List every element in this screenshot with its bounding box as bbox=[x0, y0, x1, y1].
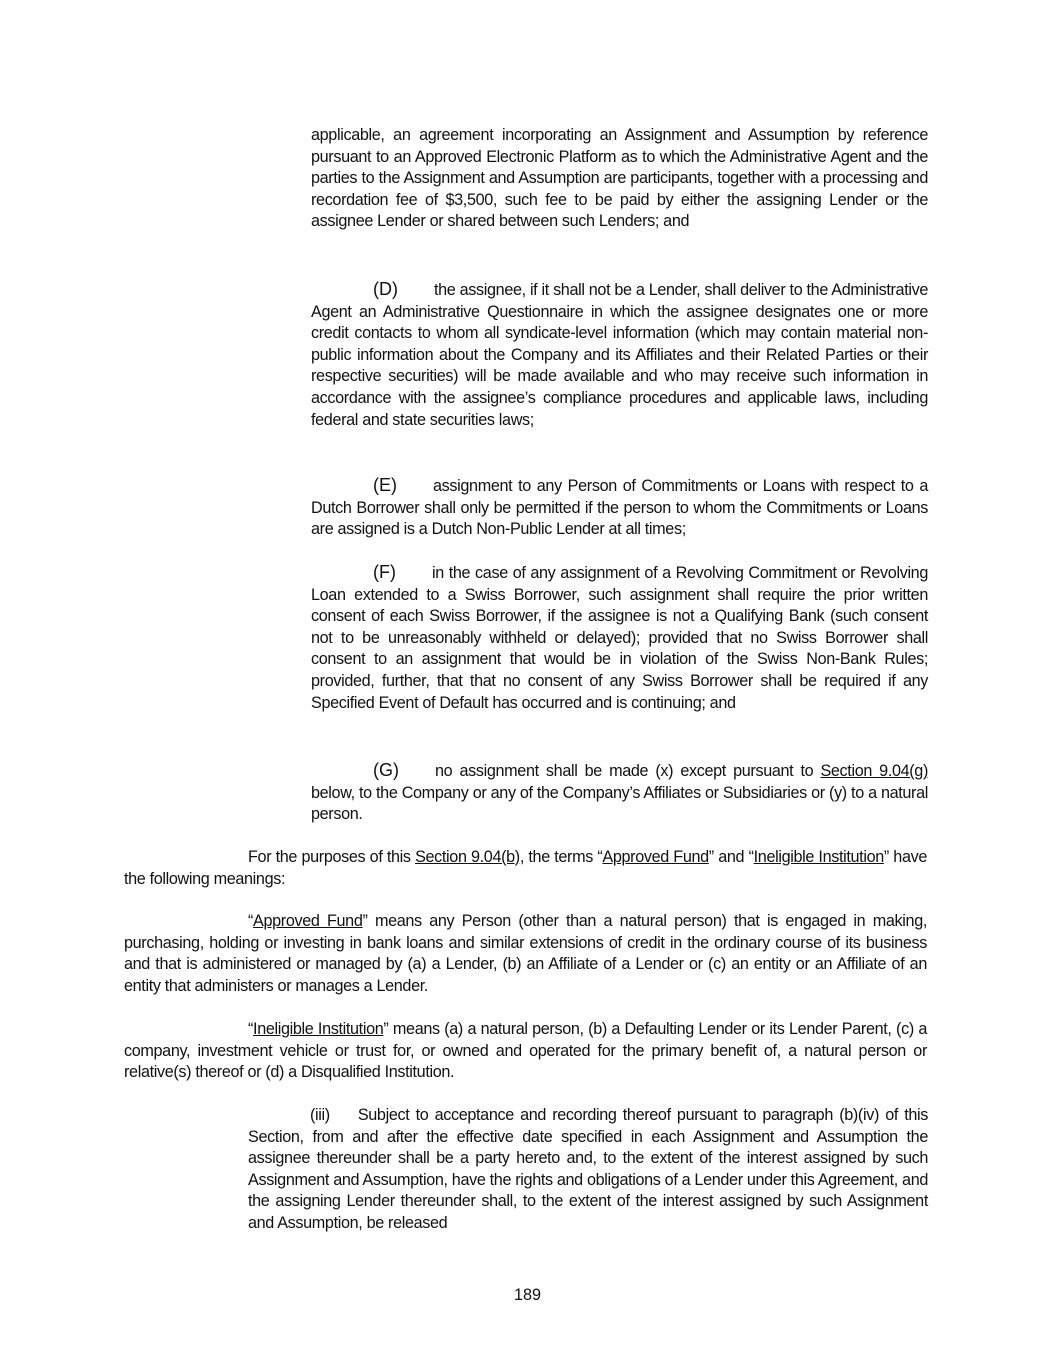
paragraph-iii bbox=[248, 1105, 928, 1235]
continuation-text: applicable, an agreement incorporating an Assignment and Assumption by reference pursuant to an Approved Electronic Platform as to which the Administrative Agent and the parties to the Assignment and Assumption are participants, together with a processing and recordation fee of $3,500, such fee to be paid by either the assigning Lender or the assignee Lender or shared between such Lenders; and bbox=[311, 126, 928, 231]
approved-fund-term: Approved Fund bbox=[602, 848, 709, 866]
clause-d-label: (D) bbox=[373, 279, 398, 299]
approved-fund-open-quote: “ bbox=[248, 912, 254, 930]
ineligible-institution-defined-term: Ineligible Institution bbox=[253, 1020, 384, 1038]
continuation-paragraph bbox=[311, 125, 928, 233]
clause-e bbox=[311, 475, 928, 541]
clause-e-label: (E) bbox=[373, 475, 397, 495]
clause-d-text: the assignee, if it shall not be a Lender, shall deliver to the Administrative Agent an Administrative Questionnaire in which the assignee designates one or more credit contacts to whom all syndicate-level information (which may contain material non-public information about the Company and its Affiliates and their Related Parties or their respective securities) will be made available and who may receive such information in accordance with the assignee’s compliance procedures and applicable laws, including federal and state securities laws; bbox=[311, 281, 928, 429]
page-number: 189 bbox=[513, 1286, 541, 1304]
ineligible-institution-term: Ineligible Institution bbox=[753, 848, 884, 866]
clause-g-text-after: below, to the Company or any of the Company’s Affiliates or Subsidiaries or (y) to a natural person. bbox=[311, 783, 928, 824]
section-9-04-b-link[interactable]: Section 9.04(b) bbox=[415, 848, 520, 866]
purposes-paragraph bbox=[124, 847, 927, 890]
paragraph-iii-text: Subject to acceptance and recording thereof pursuant to paragraph (b)(iv) of this Section, from and after the effective date specified in each Assignment and Assumption the assignee thereunder shall be a party hereto and, to the extent of the interest assigned by such Assignment and Assumption, have the rights and obligations of a Lender under this Agreement, and the assigning Lender thereunder shall, to the extent of the interest assigned by such Assignment and Assumption, be released bbox=[248, 1106, 929, 1232]
approved-fund-text: ” means any Person (other than a natural person) that is engaged in making, purchasing, holding or investing in bank loans and similar extensions of credit in the ordinary course of its business and that is administered or managed by (a) a Lender, (b) an Affiliate of a Lender or (c) an entity or an Affiliate of an entity that administers or manages a Lender. bbox=[124, 912, 928, 995]
ineligible-institution-definition bbox=[124, 1019, 927, 1084]
clause-e-text: assignment to any Person of Commitments or Loans with respect to a Dutch Borrower shall only be permitted if the person to whom the Commitments or Loans are assigned is a Dutch Non-Public Lender at all times; bbox=[311, 477, 928, 539]
clause-d bbox=[311, 279, 928, 431]
purposes-text-3: ” and “ bbox=[708, 848, 754, 866]
section-9-04-g-link[interactable]: Section 9.04(g) bbox=[820, 762, 929, 780]
ineligible-institution-text: ” means (a) a natural person, (b) a Defaulting Lender or its Lender Parent, (c) a company, investment vehicle or trust for, or owned and operated for the primary benefit of, a natural person or relative(s) thereof or (d) a Disqualified Institution. bbox=[124, 1020, 927, 1082]
clause-g bbox=[311, 760, 928, 826]
clause-f bbox=[311, 562, 928, 714]
clause-f-text: in the case of any assignment of a Revolving Commitment or Revolving Loan extended to a Swiss Borrower, such assignment shall require the prior written consent of each Swiss Borrower, if the assignee is not a Qualifying Bank (such consent not to be unreasonably withheld or delayed); provided that no Swiss Borrower shall consent to an assignment that would be in violation of the Swiss Non-Bank Rules; provided, further, that that no consent of any Swiss Borrower shall be required if any Specified Event of Default has occurred and is continuing; and bbox=[311, 564, 928, 712]
clause-g-label: (G) bbox=[373, 760, 399, 780]
ineligible-open-quote: “ bbox=[248, 1020, 254, 1038]
paragraph-iii-label: (iii) bbox=[310, 1106, 330, 1124]
approved-fund-defined-term: Approved Fund bbox=[253, 912, 363, 930]
clause-f-label: (F) bbox=[373, 562, 396, 582]
purposes-text-1: For the purposes of this bbox=[248, 848, 416, 866]
clause-g-text-before: no assignment shall be made (x) except pursuant to bbox=[435, 762, 821, 780]
purposes-text-2: , the terms “ bbox=[519, 848, 603, 866]
purposes-text-4: ” have the following meanings: bbox=[124, 848, 928, 888]
approved-fund-definition bbox=[124, 911, 927, 997]
